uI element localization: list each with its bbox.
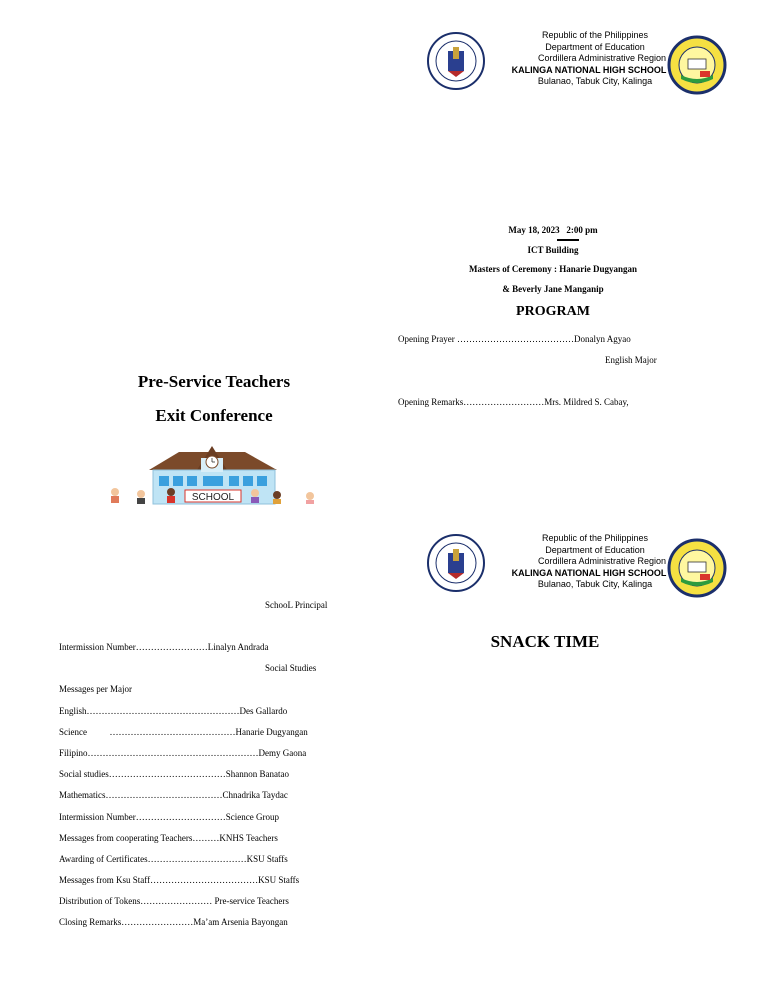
school-building-icon [105, 440, 320, 505]
list-item: Social Studies [265, 663, 317, 674]
list-item: English……………………………………………Des Gallardo [59, 705, 288, 716]
list-item: Social studies…………………………………Shannon Banatao [59, 769, 289, 780]
principal-label: SchooL Principal [265, 600, 328, 610]
list-item: Mathematics…………………………………Chnadrika Taydac [59, 790, 288, 801]
header-line1: Republic of the Philippines [541, 30, 649, 40]
header-line2: Department of Education [545, 544, 645, 555]
deped-seal-icon [426, 533, 486, 593]
deped-seal-top [426, 31, 486, 96]
opening-prayer-sub: English Major [605, 355, 657, 365]
school-seal-bottom [667, 538, 727, 603]
header-line3: Cordillera Administrative Region [537, 556, 667, 566]
opening-prayer: Opening Prayer …………………………………Donalyn Agyao [398, 334, 631, 344]
header-line1: Republic of the Philippines [541, 533, 649, 543]
event-date-time [440, 225, 666, 236]
school-seal-top [667, 35, 727, 100]
snack-heading: SNACK TIME [490, 632, 600, 651]
event-venue: ICT Building [527, 245, 579, 255]
header-address: Bulanao, Tabuk City, Kalinga [537, 579, 653, 589]
school-seal-icon [667, 35, 727, 95]
event-emcee-1: Masters of Ceremony : Hanarie Dugyangan [468, 264, 638, 274]
list-item: Science ……………………………………Hanarie Dugyangan [59, 726, 308, 737]
school-sign-text: SCHOOL [191, 492, 235, 503]
school-illustration [105, 440, 320, 510]
header-line2: Department of Education [545, 41, 645, 52]
event-emcee-2: & Beverly Jane Manganip [502, 284, 604, 294]
list-item: Intermission Number……………………Linalyn Andrada [59, 642, 269, 652]
list-item: Intermission Number…………………………Science Group [59, 811, 279, 822]
program-heading: PROGRAM [516, 304, 590, 319]
program-list [59, 642, 379, 939]
underline-mark [557, 239, 579, 241]
list-item: Filipino…………………………………………………Demy Gaona [59, 747, 307, 758]
header-line3: Cordillera Administrative Region [537, 53, 667, 63]
header-address: Bulanao, Tabuk City, Kalinga [537, 76, 653, 86]
header-text-top [510, 30, 680, 88]
list-item: Distribution of Tokens…………………… Pre-service Teachers [59, 896, 289, 907]
cover-title-1: Pre-Service Teachers [137, 372, 291, 391]
list-item: Messages per Major [59, 684, 132, 695]
opening-remarks: Opening Remarks………………………Mrs. Mildred S. Cabay, [398, 397, 629, 407]
list-item: Messages from Ksu Staff………………………………KSU Staffs [59, 875, 300, 886]
deped-seal-bottom [426, 533, 486, 598]
header-text-bottom [510, 533, 680, 591]
event-time: 2:00 pm [566, 225, 598, 235]
header-school: KALINGA NATIONAL HIGH SCHOOL [511, 64, 667, 75]
list-item: Messages from cooperating Teachers………KNHS Teachers [59, 832, 278, 843]
school-seal-icon [667, 538, 727, 598]
header-school: KALINGA NATIONAL HIGH SCHOOL [511, 567, 667, 578]
list-item: Closing Remarks……………………Ma’am Arsenia Bayongan [59, 917, 288, 928]
list-item: Awarding of Certificates……………………………KSU Staffs [59, 853, 288, 864]
event-date: May 18, 2023 [508, 225, 560, 235]
cover-title-2: Exit Conference [155, 406, 273, 425]
deped-seal-icon [426, 31, 486, 91]
